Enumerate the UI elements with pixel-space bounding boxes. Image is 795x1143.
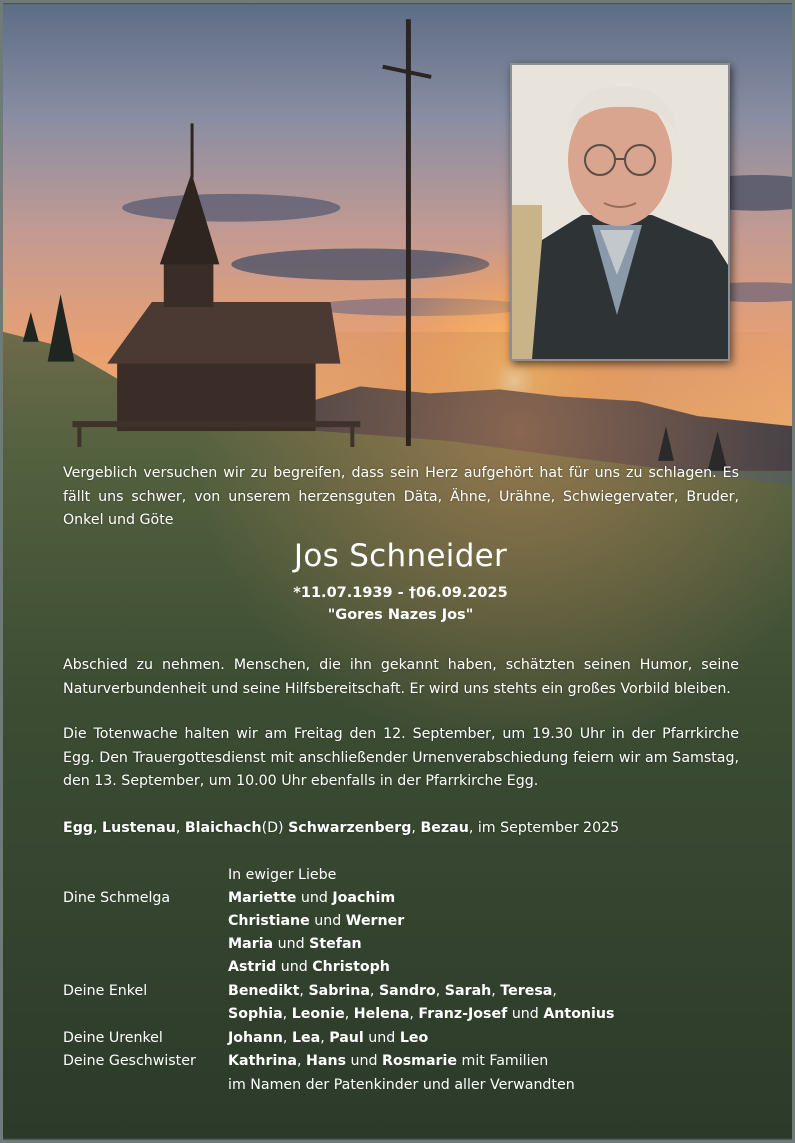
siblings-line: Kathrina, Hans und Rosmarie mit Familien [228, 1053, 549, 1069]
closing-line: im Namen der Patenkinder und aller Verwandten [228, 1077, 575, 1093]
child-couple: Astrid und Christoph [228, 959, 390, 975]
place-blaichach: Blaichach [184, 820, 262, 836]
place-lustenau: Lustenau [102, 820, 176, 836]
portrait-photo [510, 63, 730, 361]
service-paragraph: Die Totenwache halten wir am Freitag den 12. September, um 19.30 Uhr in der Pfarrkirche Egg. Den Trauergottesdienst mit anschließender Urnenverabschiedung feiern wir am Samstag, den 13. September, um 10.00 Uhr ebenfalls in der Pfarrkirche Egg. [63, 726, 739, 789]
place-bezau: Bezau [420, 820, 469, 836]
spouse-label: Dine Schmelga [63, 890, 171, 906]
siblings-label: Deine Geschwister [63, 1053, 196, 1069]
love-line: In ewiger Liebe [228, 867, 337, 883]
places-line: Egg, Lustenau, Blaichach(D) Schwarzenberg, Bezau, im September 2025 [63, 820, 620, 836]
child-couple: Maria und Stefan [228, 936, 362, 952]
greatgrandchildren-line: Johann, Lea, Paul und Leo [228, 1030, 429, 1046]
grandchildren-line-1: Benedikt, Sabrina, Sandro, Sarah, Teresa, [228, 983, 557, 999]
grandchildren-label: Deine Enkel [63, 983, 148, 999]
grandchildren-line-2: Sophia, Leonie, Helena, Franz-Josef und Antonius [228, 1006, 615, 1022]
place-egg: Egg [63, 820, 94, 836]
deceased-name: Jos Schneider [293, 538, 508, 574]
nickname: "Gores Nazes Jos" [327, 607, 474, 623]
intro-text: Vergeblich versuchen wir zu begreifen, dass sein Herz aufgehört hat für uns zu schlagen. Es fällt uns schwer, von unserem herzensguten Däta, Ähne, Urähne, Schwiegervater, Bruder, Onkel und Göte [63, 465, 739, 528]
child-couple: Mariette und Joachim [228, 890, 396, 906]
farewell-paragraph: Abschied zu nehmen. Menschen, die ihn gekannt haben, schätzten seinen Humor, seine Naturverbundenheit und seine Hilfsbereitschaft. Er wird uns stehts ein großes Vorbild bleiben. [63, 657, 739, 697]
place-schwarzenberg: Schwarzenberg [288, 820, 412, 836]
greatgrandchildren-label: Deine Urenkel [63, 1030, 163, 1046]
life-dates: *11.07.1939 - †06.09.2025 [293, 585, 508, 601]
place-date: im September 2025 [477, 820, 620, 836]
child-couple: Christiane und Werner [228, 913, 405, 929]
